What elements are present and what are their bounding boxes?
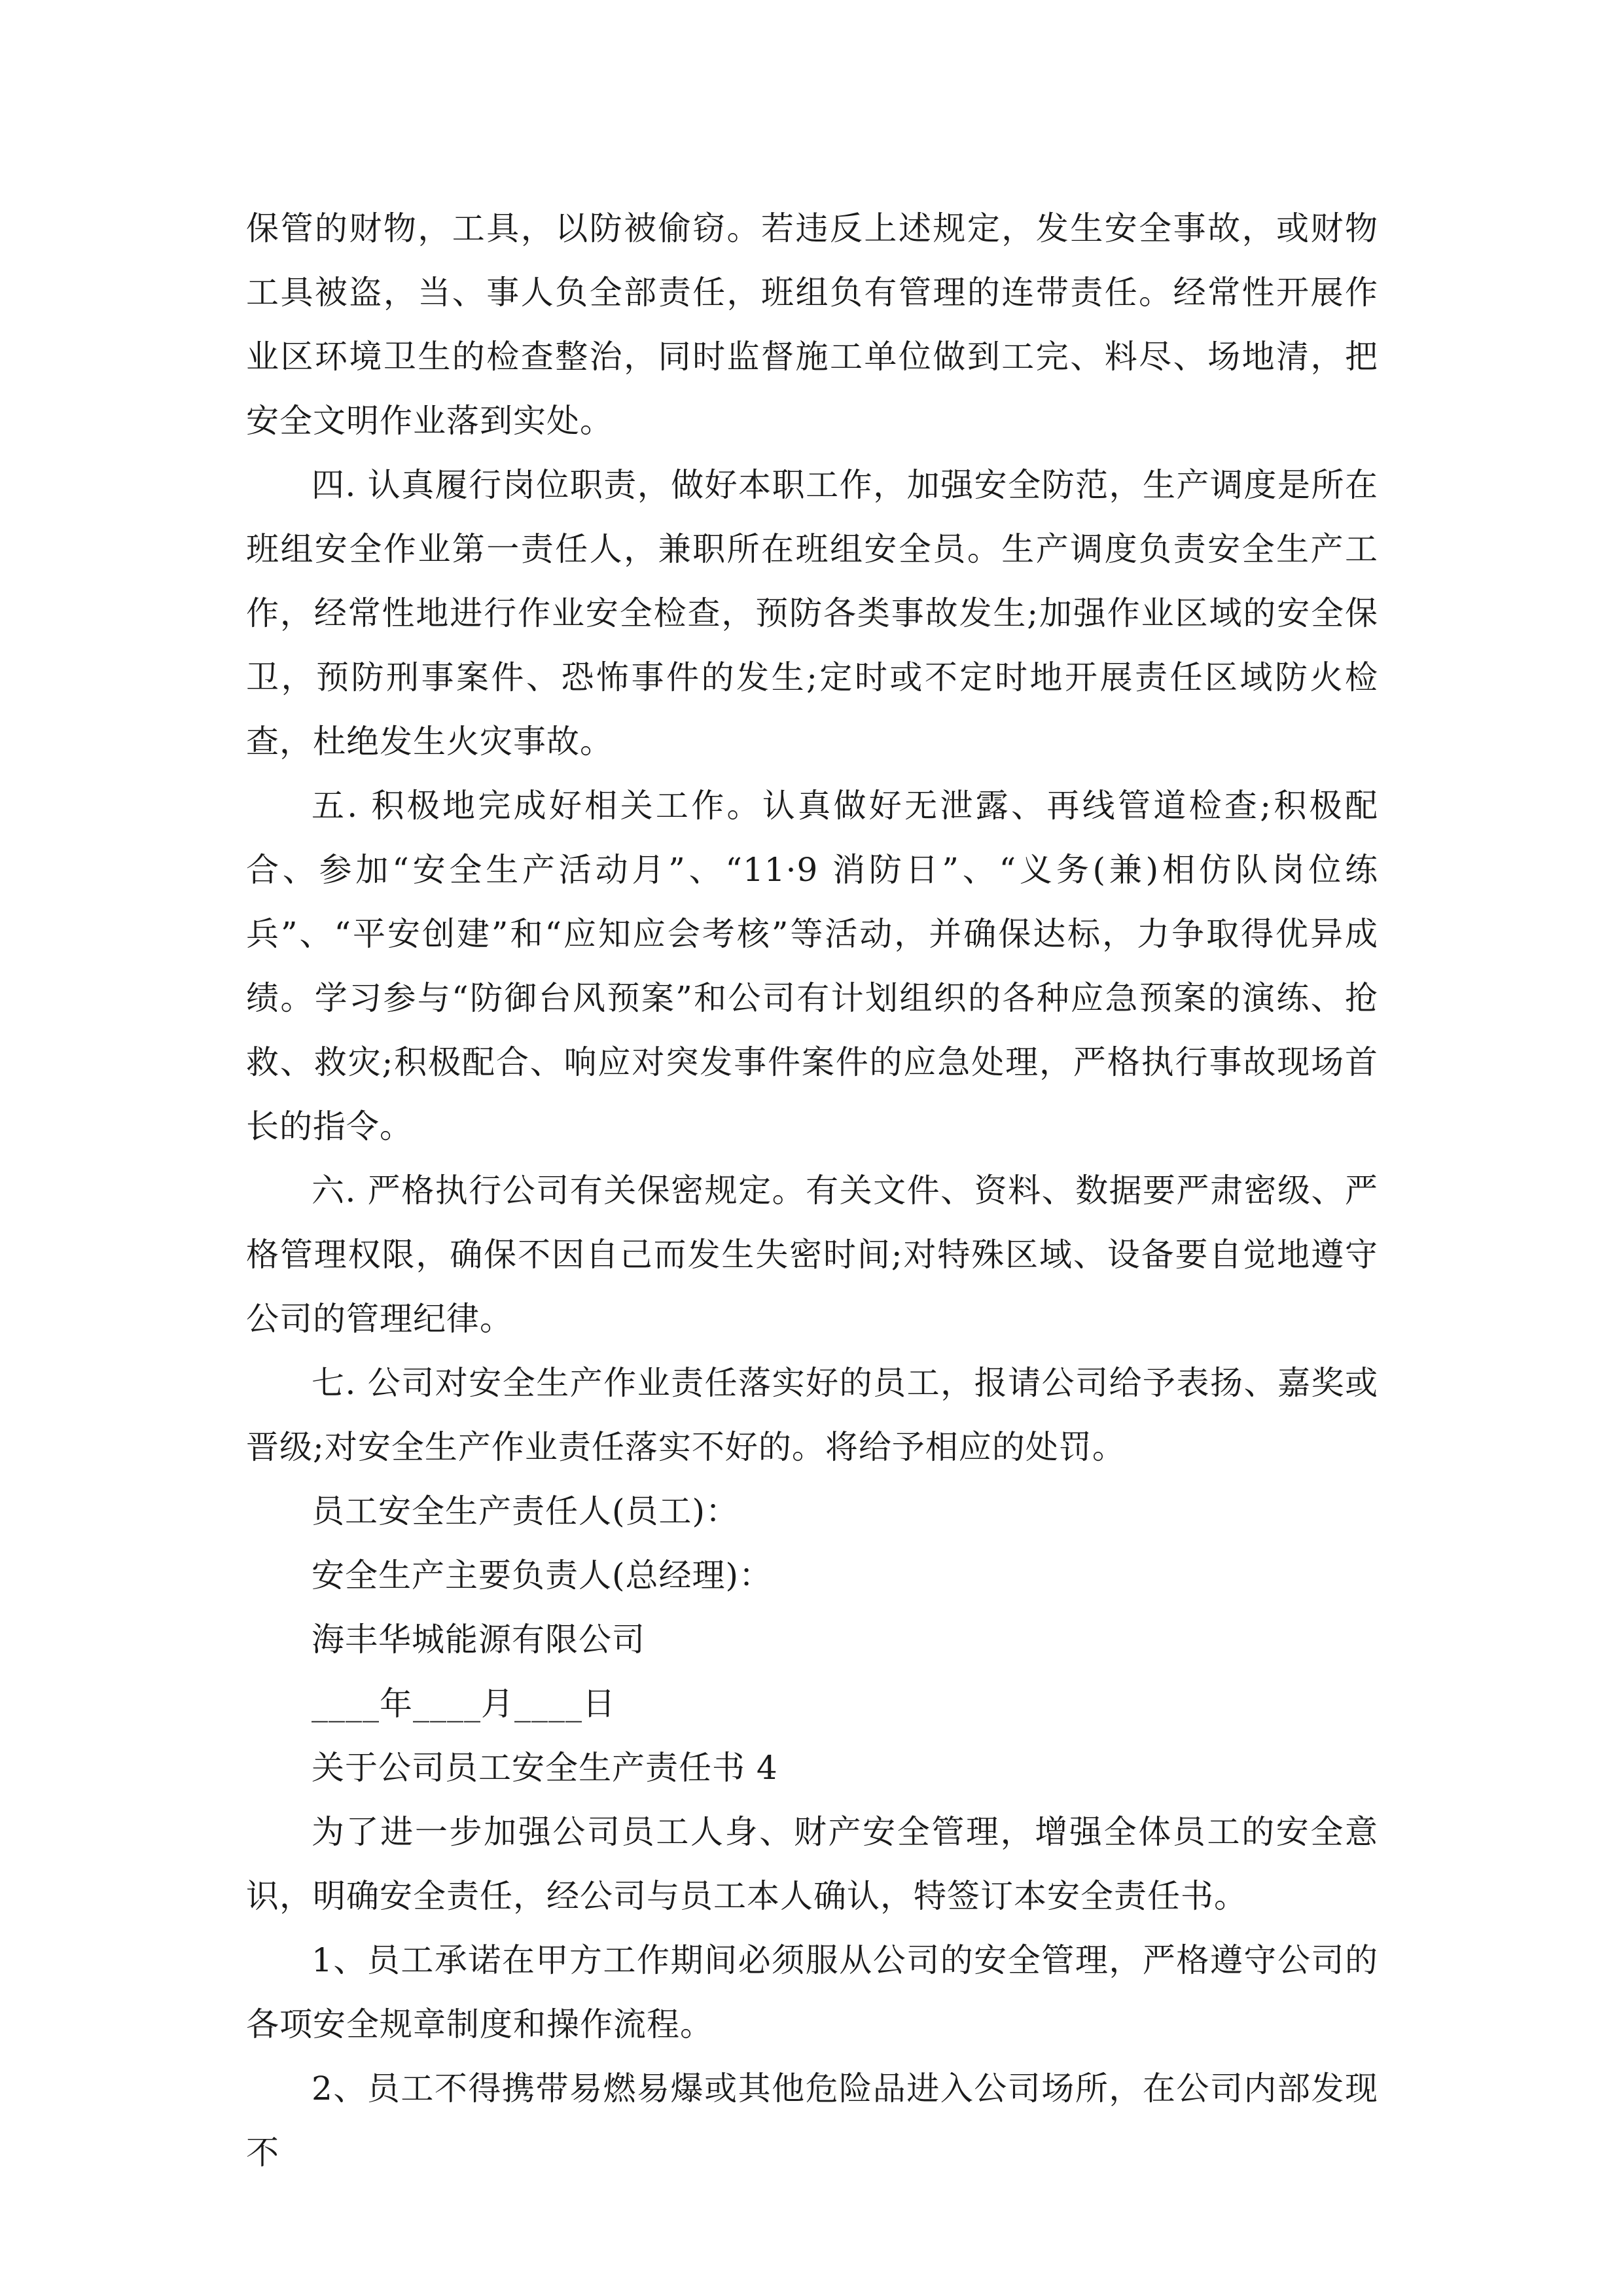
date-line: ____年____月____日	[312, 1685, 616, 1723]
document-body	[246, 196, 1378, 2185]
paragraph-item-7: 七. 公司对安全生产作业责任落实好的员工，报请公司给予表扬、嘉奖或晋级;对安全生产作业责任落实不好的。将给予相应的处罚。	[246, 1364, 1378, 1466]
section-title: 关于公司员工安全生产责任书 4	[312, 1749, 778, 1787]
paragraph-item-6: 六. 严格执行公司有关保密规定。有关文件、资料、数据要严肃密级、严格管理权限，确保不因自己而发生失密时间;对特殊区域、设备要自觉地遵守公司的管理纪律。	[246, 1172, 1378, 1338]
signature-line-employee: 员工安全生产责任人(员工)：	[312, 1492, 740, 1530]
paragraph-continuation: 保管的财物，工具，以防被偷窃。若违反上述规定，发生安全事故，或财物工具被盗，当、事人负全部责任，班组负有管理的连带责任。经常性开展作业区环境卫生的检查整治，同时监督施工单位做到工完、料尽、场地清，把安全文明作业落到实处。	[246, 209, 1378, 440]
paragraph-clause-2: 2、员工不得携带易燃易爆或其他危险品进入公司场所，在公司内部发现不	[246, 2070, 1378, 2172]
paragraph-item-4: 四. 认真履行岗位职责，做好本职工作，加强安全防范，生产调度是所在班组安全作业第一责任人，兼职所在班组安全员。生产调度负责安全生产工作，经常性地进行作业安全检查，预防各类事故发生;加强作业区域的安全保卫，预防刑事案件、恐怖事件的发生;定时或不定时地开展责任区域防火检查，杜绝发生火灾事故。	[246, 466, 1378, 761]
paragraph-clause-1: 1、员工承诺在甲方工作期间必须服从公司的安全管理，严格遵守公司的各项安全规章制度和操作流程。	[246, 1941, 1378, 2043]
company-name: 海丰华城能源有限公司	[312, 1621, 645, 1659]
signature-line-manager: 安全生产主要负责人(总经理)：	[312, 1556, 773, 1594]
paragraph-item-5: 五. 积极地完成好相关工作。认真做好无泄露、再线管道检查;积极配合、参加“安全生产活动月”、“11·9 消防日”、“义务(兼)相仿队岗位练兵”、“平安创建”和“应知应会考核”等活动，并确保达标，力争取得优异成绩。学习参与“防御台风预案”和公司有计划组织的各种应急预案的演练、抢救、救灾;积极配合、响应对突发事件案件的应急处理，严格执行事故现场首长的指令。	[246, 787, 1378, 1145]
paragraph-intro: 为了进一步加强公司员工人身、财产安全管理，增强全体员工的安全意识，明确安全责任，经公司与员工本人确认，特签订本安全责任书。	[246, 1813, 1378, 1915]
